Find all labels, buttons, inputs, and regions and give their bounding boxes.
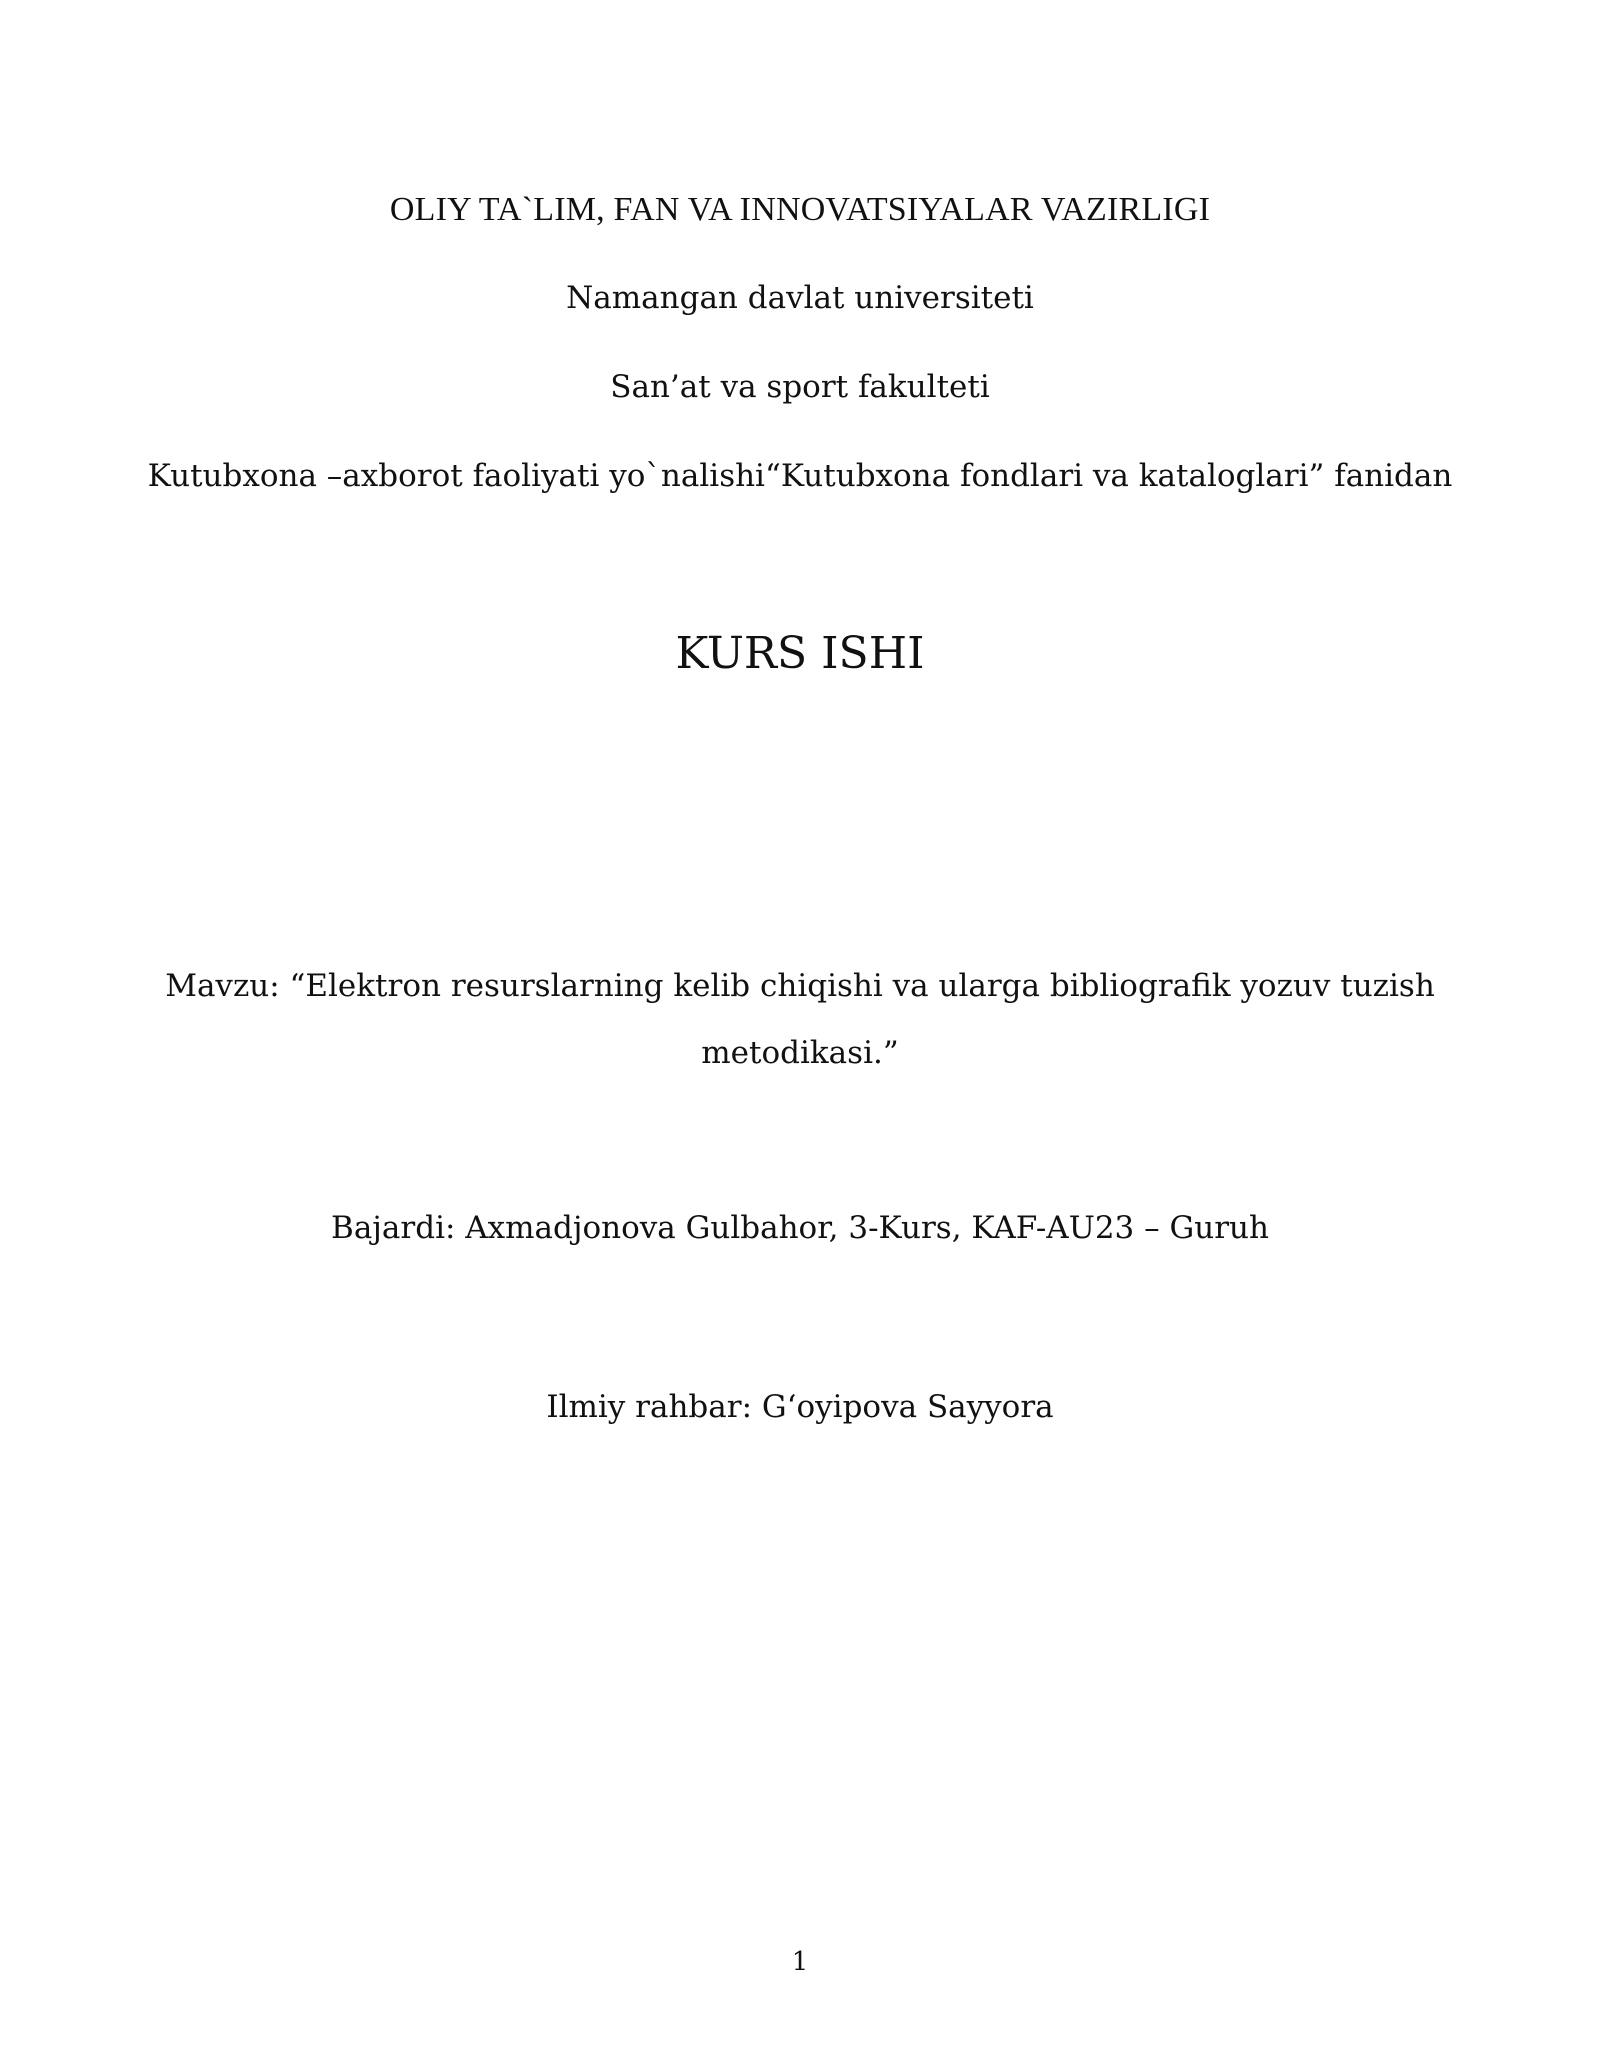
topic-line-2: metodikasi.” [701, 1035, 899, 1071]
topic-line-1: Mavzu: “Elektron resurslarning kelib chiqishi va ularga bibliografik yozuv tuzish [165, 968, 1435, 1004]
university-name: Namangan davlat universiteti [566, 280, 1034, 316]
direction-subject: Kutubxona –axborot faoliyati yo`nalishi“Kutubxona fondlari va kataloglari” fanidan [147, 458, 1453, 494]
ministry-title: OLIY TA`LIM, FAN VA INNOVATSIYALAR VAZIRLIGI [389, 191, 1211, 228]
document-type-title: KURS ISHI [675, 628, 925, 679]
faculty-name: San’at va sport fakulteti [610, 369, 990, 405]
page-number: 1 [791, 1947, 809, 1977]
supervisor-info: Ilmiy rahbar: G‘oyipova Sayyora [546, 1389, 1054, 1425]
performer-info: Bajardi: Axmadjonova Gulbahor, 3-Kurs, KAF-AU23 – Guruh [331, 1210, 1269, 1246]
